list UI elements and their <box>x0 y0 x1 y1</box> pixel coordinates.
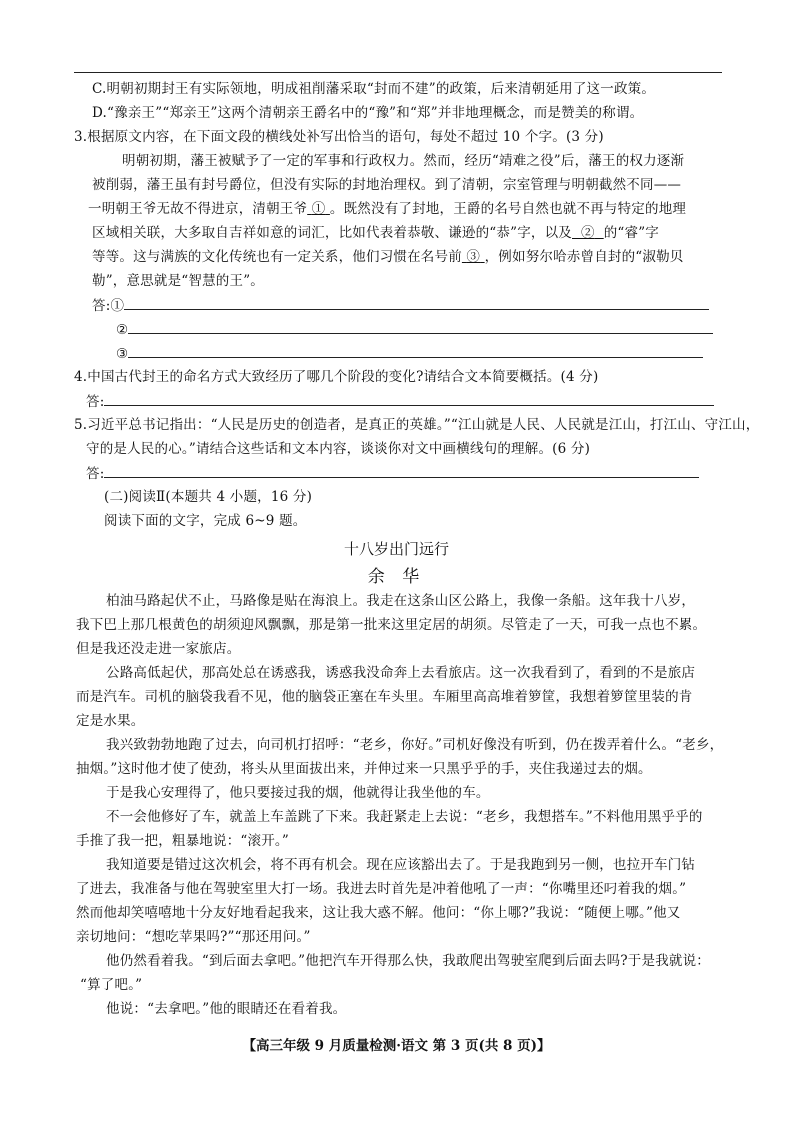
answer-line-1 <box>92 296 709 315</box>
answer-blank[interactable] <box>128 320 713 334</box>
answer-blank[interactable] <box>104 464 699 478</box>
q3-passage-line: 明朝初期，藩王被赋予了一定的军事和行政权力。然而，经历“靖难之役”后，藩王的权力逐渐 <box>122 153 685 169</box>
answer-line-2 <box>116 320 713 339</box>
story-line: 他说：“去拿吧。”他的眼睛还在看着我。 <box>106 1001 347 1017</box>
q5-answer <box>86 464 699 483</box>
q5-stem: 守的是人民的心。”请结合这些话和文本内容，谈谈你对文中画横线句的理解。(6 分) <box>86 441 591 457</box>
passage-text: 。既然没有了封地，王爵的名号自然也就不再与特定的地理 <box>329 201 687 217</box>
blank-marker-1: ① <box>311 201 326 217</box>
passage-text: 一明朝王爷无故不得进京，清朝王爷 <box>88 201 308 217</box>
answer-blank[interactable] <box>104 392 714 406</box>
option-c: C.明朝初期封王有实际领地，明成祖削藩采取“封而不建”的政策，后来清朝延用了这一政策。 <box>92 81 656 97</box>
story-line: 我兴致勃勃地跑了过去，向司机打招呼：“老乡，你好。”司机好像没有听到，仍在拨弄着什么。“老乡， <box>106 737 724 753</box>
answer-label: 答: <box>86 466 105 482</box>
story-line: 我下巴上那几根黄色的胡须迎风飘飘，那是第一批来这里定居的胡须。尽管走了一天，可我一点也不累。 <box>76 617 707 633</box>
story-line: 手推了我一把，粗暴地说：“滚开。” <box>76 833 289 849</box>
answer-label: 答: <box>86 394 105 410</box>
passage-text: 区域相关联，大多取自吉祥如意的词汇，比如代表着恭敬、谦逊的“恭”字，以及 <box>92 225 573 241</box>
story-line: 我知道要是错过这次机会，将不再有机会。现在应该豁出去了。于是我跑到另一侧，也拉开车门钻 <box>106 857 696 873</box>
story-line: 抽烟。”这时他才使了使劲，将头从里面拔出来，并伸过来一只黑乎乎的手，夹住我递过去的烟。 <box>76 761 652 777</box>
answer-line-3 <box>116 344 703 363</box>
q3-passage-line <box>92 248 684 266</box>
story-line: 然而他却笑嘻嘻地十分友好地看起我来，这让我大惑不解。他问：“你上哪?”我说：“随便上哪。”他又 <box>76 905 681 921</box>
q5-stem: 5.习近平总书记指出：“人民是历史的创造者，是真正的英雄。”“江山就是人民、人民就是江山，打江山、守江山， <box>74 417 760 433</box>
q4-answer <box>86 392 714 411</box>
answer-label: ② <box>116 322 129 338</box>
story-author: 余 华 <box>367 567 426 587</box>
option-d: D.“豫亲王”“郑亲王”这两个清朝亲王爵名中的“豫”和“郑”并非地理概念，而是赞美的称谓。 <box>92 105 644 121</box>
story-line: 但是我还没走进一家旅店。 <box>76 641 241 657</box>
blank-marker-3: ③ <box>466 249 481 265</box>
answer-label: 答:① <box>92 298 125 314</box>
passage-text: 的“睿”字 <box>603 225 659 241</box>
q3-passage-line <box>88 200 686 218</box>
q3-passage-line <box>92 224 659 242</box>
story-line: 公路高低起伏，那高处总在诱惑我，诱惑我没命奔上去看旅店。这一次我看到了，看到的不是旅店 <box>106 665 696 681</box>
header-rule <box>74 72 722 73</box>
section-instruction: 阅读下面的文字，完成 6~9 题。 <box>104 513 307 529</box>
story-line: “算了吧。” <box>80 977 143 993</box>
answer-blank[interactable] <box>124 296 709 310</box>
story-line: 于是我心安理得了，他只要接过我的烟，他就得让我坐他的车。 <box>106 785 490 801</box>
story-line: 他仍然看着我。“到后面去拿吧。”他把汽车开得那么快，我敢爬出驾驶室爬到后面去吗?于是我就说： <box>106 953 710 969</box>
story-line: 定是水果。 <box>76 713 145 729</box>
story-line: 而是汽车。司机的脑袋我看不见，他的脑袋正塞在车头里。车厢里高高堆着箩筐，我想着箩筐里装的肯 <box>76 689 693 705</box>
q4-stem: 4.中国古代封王的命名方式大致经历了哪几个阶段的变化?请结合文本简要概括。(4 分) <box>74 369 599 385</box>
q3-stem: 3.根据原文内容，在下面文段的横线处补写出恰当的语句，每处不超过 10 个字。(3 分) <box>74 129 604 145</box>
page-footer: 【高三年级 9 月质量检测·语文 第 3 页(共 8 页)】 <box>242 1038 551 1054</box>
story-line: 亲切地问：“想吃苹果吗?”“那还用问。” <box>76 929 311 945</box>
q3-passage-line: 勒”，意思就是“智慧的王”。 <box>92 273 265 289</box>
passage-text: ，例如努尔哈赤曾自封的“淑勒贝 <box>484 249 684 265</box>
blank-marker-2: ② <box>581 225 595 241</box>
answer-label: ③ <box>116 346 129 362</box>
passage-text: 等等。这与满族的文化传统也有一定关系，他们习惯在名号前 <box>92 249 462 265</box>
answer-blank[interactable] <box>128 344 703 358</box>
q3-passage-line: 被削弱，藩王虽有封号爵位，但没有实际的封地治理权。到了清朝，宗室管理与明朝截然不同—— <box>92 177 682 193</box>
story-line: 不一会他修好了车，就盖上车盖跳了下来。我赶紧走上去说：“老乡，我想搭车。”不料他用黑乎乎的 <box>106 809 703 825</box>
story-line: 了进去，我准备与他在驾驶室里大打一场。我进去时首先是冲着他吼了一声：“你嘴里还叼着我的烟。” <box>76 881 687 897</box>
section-header: (二)阅读Ⅱ(本题共 4 小题，16 分) <box>104 489 313 505</box>
story-title: 十八岁出门远行 <box>343 540 449 558</box>
story-line: 柏油马路起伏不止，马路像是贴在海浪上。我走在这条山区公路上，我像一条船。这年我十八岁， <box>106 593 696 609</box>
